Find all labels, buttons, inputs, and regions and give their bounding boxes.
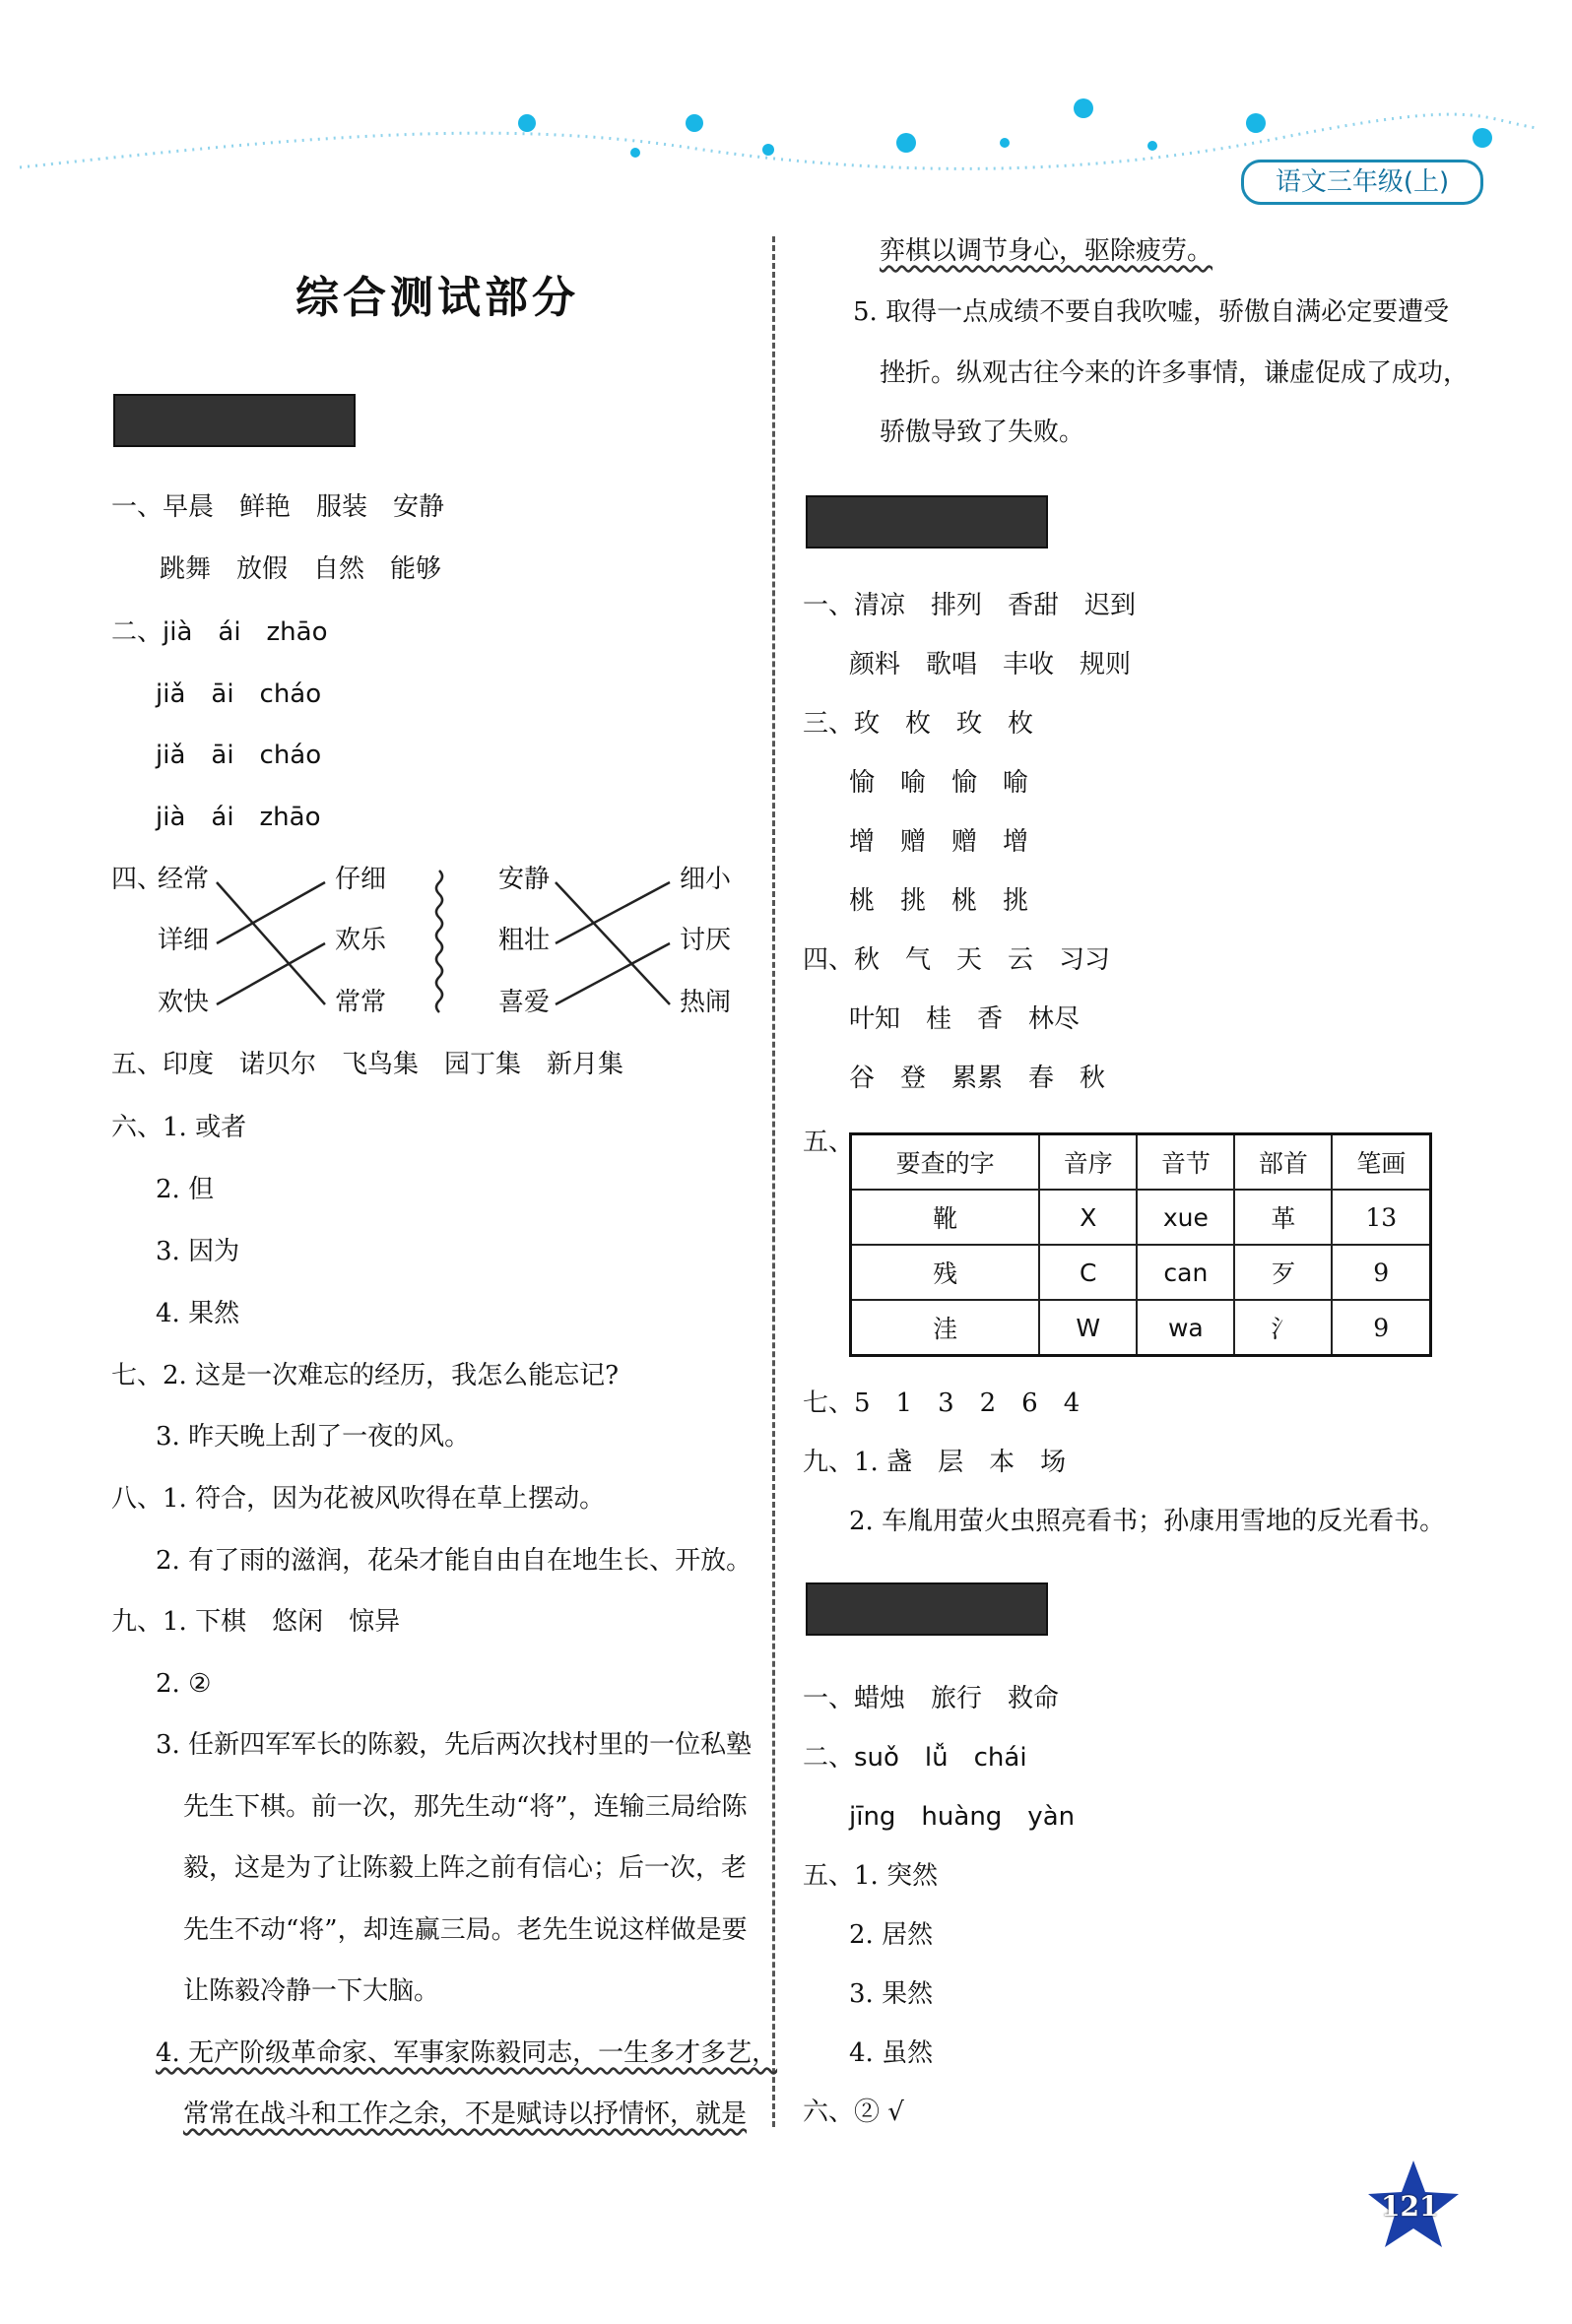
page-title: 综合测试部分	[295, 273, 579, 323]
table-header: 音序	[1039, 1134, 1137, 1191]
answer-line: 颜料 歌唱 丰收 规则	[849, 650, 1132, 679]
table-header: 笔画	[1332, 1134, 1430, 1191]
answer-line: jiǎ āi cháo	[156, 741, 322, 770]
answer-line: jīng huàng yàn	[849, 1802, 1076, 1832]
section-header-1	[113, 394, 356, 447]
answer-line: 2. ②	[156, 1669, 212, 1699]
table-row	[851, 1245, 1431, 1300]
answer-line: 二、jià ái zhāo	[111, 617, 328, 647]
match-word: 欢快	[158, 988, 210, 1017]
answer-line: 愉 喻 愉 喻	[849, 768, 1029, 798]
match-word: 讨厌	[680, 926, 732, 955]
match-word: 仔细	[335, 865, 387, 894]
answer-line: 骄傲导致了失败。	[880, 418, 1085, 447]
answer-line: 毅，这是为了让陈毅上阵之前有信心；后一次，老	[183, 1853, 748, 1883]
match-word: 常常	[335, 988, 387, 1017]
table-cell: 残	[851, 1245, 1040, 1300]
answer-line: 4. 无产阶级革命家、军事家陈毅同志，一生多才多艺，	[156, 2038, 778, 2068]
answer-line: 先生下棋。前一次，那先生动“将”，连输三局给陈	[183, 1792, 748, 1822]
answer-line: 一、早晨 鲜艳 服装 安静	[111, 492, 445, 522]
matching-lines	[207, 867, 699, 1024]
match-word: 细小	[680, 865, 732, 894]
answer-line: 二、suǒ lǚ chái	[803, 1743, 1027, 1773]
book-label: 语文三年级(上)	[1241, 160, 1483, 205]
table-cell: 9	[1332, 1245, 1430, 1300]
answer-line: 三、玫 枚 玫 枚	[803, 709, 1034, 739]
table-header: 音节	[1137, 1134, 1234, 1191]
match-word: 安静	[498, 865, 551, 894]
answer-line: 挫折。纵观古往今来的许多事情，谦虚促成了成功，	[880, 358, 1470, 388]
table-header: 部首	[1234, 1134, 1332, 1191]
answer-line: 4. 果然	[156, 1299, 240, 1328]
table-cell: 洼	[851, 1300, 1040, 1356]
answer-line: 5. 取得一点成绩不要自我吹嘘，骄傲自满必定要遭受	[853, 297, 1450, 327]
section-header-3	[806, 1582, 1048, 1636]
answer-line: 桃 挑 桃 挑	[849, 886, 1029, 916]
answer-line: 九、1. 下棋 悠闲 惊异	[111, 1607, 401, 1637]
answer-line: 常常在战斗和工作之余，不是赋诗以抒情怀，就是	[183, 2099, 748, 2129]
answer-line: 九、1. 盏 层 本 场	[803, 1448, 1067, 1477]
column-divider	[772, 236, 775, 2127]
table-header: 要查的字	[851, 1134, 1040, 1191]
answer-line: 2. 车胤用萤火虫照亮看书；孙康用雪地的反光看书。	[849, 1507, 1446, 1536]
answer-line: 叶知 桂 香 林尽	[849, 1004, 1081, 1034]
answer-line: 六、1. 或者	[111, 1113, 247, 1142]
answer-line: 3. 昨天晚上刮了一夜的风。	[156, 1422, 471, 1452]
answer-line: 六、② √	[803, 2098, 904, 2127]
table-cell: 歹	[1234, 1245, 1332, 1300]
answer-line: 五、1. 突然	[803, 1861, 939, 1891]
answer-line: 先生不动“将”，却连赢三局。老先生说这样做是要	[183, 1915, 748, 1945]
answer-line: 八、1. 符合，因为花被风吹得在草上摆动。	[111, 1484, 606, 1514]
table-row	[851, 1300, 1431, 1356]
answer-line: 2. 居然	[849, 1920, 934, 1950]
answer-line: 跳舞 放假 自然 能够	[160, 554, 442, 584]
match-word: 喜爱	[498, 988, 551, 1017]
answer-line: 让陈毅冷静一下大脑。	[183, 1976, 440, 2006]
table-cell: W	[1039, 1300, 1137, 1356]
answer-line: 弈棋以调节身心，驱除疲劳。	[880, 236, 1213, 266]
answer-line: 增 赠 赠 增	[849, 827, 1029, 857]
match-word: 经常	[158, 865, 210, 894]
answer-line: 五、印度 诺贝尔 飞鸟集 园丁集 新月集	[111, 1050, 624, 1079]
dictionary-table	[849, 1132, 1432, 1357]
table-cell: 革	[1234, 1190, 1332, 1245]
answer-line: 七、2. 这是一次难忘的经历，我怎么能忘记?	[111, 1361, 620, 1390]
matching-prefix: 四、	[111, 865, 164, 894]
answer-line: 4. 虽然	[849, 2038, 934, 2068]
table-row	[851, 1190, 1431, 1245]
match-word: 欢乐	[335, 926, 387, 955]
answer-line: 一、清凉 排列 香甜 迟到	[803, 591, 1137, 620]
table-cell: 氵	[1234, 1300, 1332, 1356]
table-cell: wa	[1137, 1300, 1234, 1356]
table-cell: C	[1039, 1245, 1137, 1300]
table-cell: 靴	[851, 1190, 1040, 1245]
table-cell: 9	[1332, 1300, 1430, 1356]
table-prefix: 五、	[803, 1128, 855, 1157]
table-cell: can	[1137, 1245, 1234, 1300]
answer-line: 3. 因为	[156, 1237, 240, 1266]
table-cell: 13	[1332, 1190, 1430, 1245]
table-cell: xue	[1137, 1190, 1234, 1245]
answer-line: 3. 果然	[849, 1979, 934, 2009]
answer-line: 谷 登 累累 春 秋	[849, 1064, 1106, 1093]
answer-line: jià ái zhāo	[156, 803, 321, 832]
answer-line: 2. 有了雨的滋润，花朵才能自由自在地生长、开放。	[156, 1546, 753, 1576]
answer-line: 七、5 1 3 2 6 4	[803, 1388, 1081, 1418]
answer-line: 3. 任新四军军长的陈毅，先后两次找村里的一位私塾	[156, 1730, 753, 1760]
match-word: 详细	[158, 926, 210, 955]
page-number: 121	[1381, 2190, 1439, 2223]
answer-line: 一、蜡烛 旅行 救命	[803, 1684, 1060, 1713]
answer-line: 2. 但	[156, 1175, 215, 1204]
table-cell: X	[1039, 1190, 1137, 1245]
section-header-2	[806, 495, 1048, 549]
match-word: 粗壮	[498, 926, 551, 955]
match-word: 热闹	[680, 988, 732, 1017]
answer-line: jiǎ āi cháo	[156, 679, 322, 709]
answer-line: 四、秋 气 天 云 习习	[803, 945, 1111, 975]
